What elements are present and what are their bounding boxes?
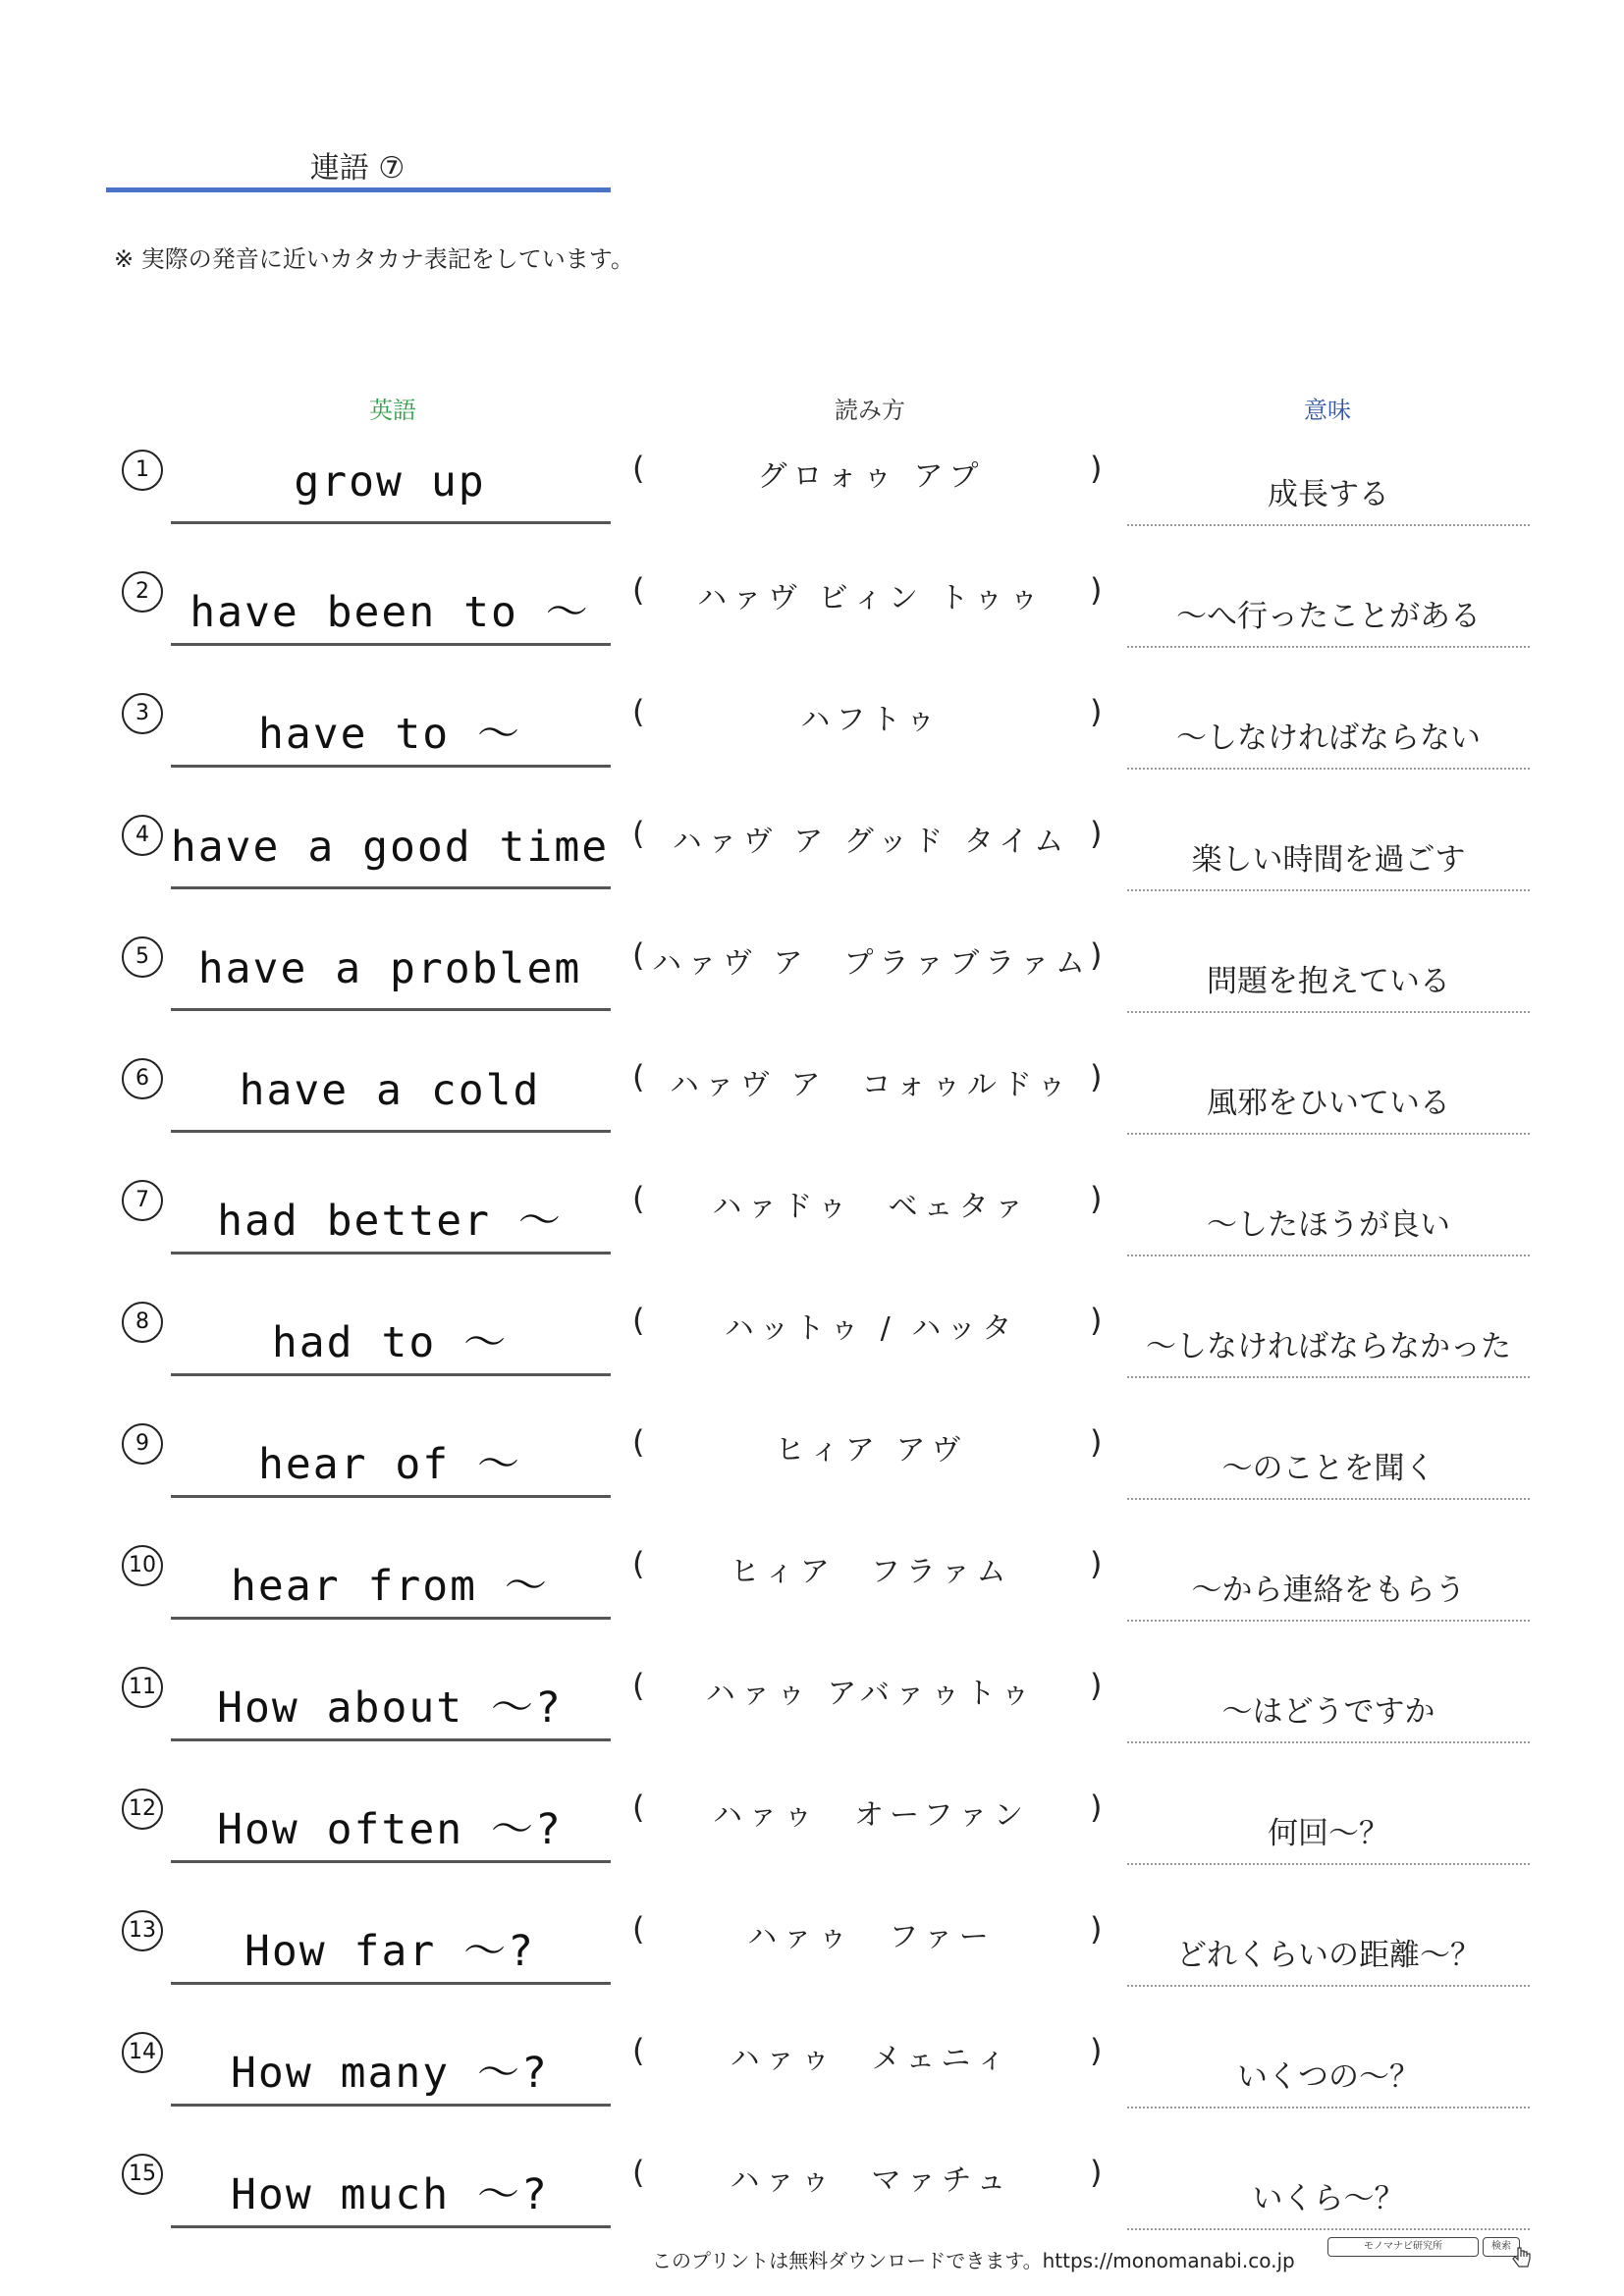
- katakana-reading: ハァヴ ア コォゥルドゥ: [669, 1068, 1073, 1102]
- close-paren: ): [1090, 571, 1103, 609]
- english-phrase: had to ～: [271, 1318, 509, 1367]
- open-paren: (: [632, 1667, 645, 1704]
- japanese-meaning: 風邪をひいている: [1207, 1086, 1450, 1121]
- meaning-underline: [1127, 1133, 1530, 1135]
- katakana-reading: ヒィア フラァム: [730, 1555, 1012, 1589]
- column-header-reading: 読み方: [835, 397, 905, 424]
- katakana-reading: ヒィア アヴ: [775, 1433, 967, 1468]
- open-paren: (: [632, 571, 645, 609]
- katakana-reading: ハァゥ マァチュ: [730, 2163, 1012, 2198]
- close-paren: ): [1090, 2154, 1103, 2191]
- english-phrase: had better ～: [217, 1197, 563, 1246]
- katakana-reading: ハァゥ オーファン: [713, 1798, 1029, 1833]
- close-paren: ): [1090, 693, 1103, 730]
- close-paren: ): [1090, 1789, 1103, 1826]
- site-logo[interactable]: モノマナビ研究所: [1327, 2237, 1479, 2257]
- item-number: 5: [122, 936, 163, 978]
- english-underline: [171, 2104, 611, 2107]
- english-phrase: have a problem: [197, 944, 582, 993]
- item-number: 1: [122, 450, 163, 491]
- item-number: 6: [122, 1058, 163, 1099]
- meaning-underline: [1127, 1011, 1530, 1013]
- hand-cursor-icon: [1512, 2246, 1532, 2269]
- close-paren: ): [1090, 1058, 1103, 1095]
- close-paren: ): [1090, 1667, 1103, 1704]
- japanese-meaning: 成長する: [1268, 477, 1389, 512]
- japanese-meaning: ～から連絡をもらう: [1191, 1573, 1466, 1608]
- japanese-meaning: ～したほうが良い: [1207, 1207, 1450, 1243]
- english-underline: [171, 1373, 611, 1376]
- meaning-underline: [1127, 1498, 1530, 1500]
- item-number: 12: [122, 1789, 163, 1830]
- english-underline: [171, 1130, 611, 1133]
- english-phrase: have a cold: [239, 1066, 541, 1115]
- vocab-row: [0, 1657, 1624, 1779]
- close-paren: ): [1090, 450, 1103, 487]
- english-phrase: hear from ～: [231, 1562, 549, 1611]
- english-underline: [171, 2225, 611, 2228]
- meaning-underline: [1127, 1255, 1530, 1256]
- meaning-underline: [1127, 2107, 1530, 2109]
- meaning-underline: [1127, 2228, 1530, 2230]
- english-underline: [171, 1495, 611, 1498]
- vocab-row: [0, 440, 1624, 561]
- english-underline: [171, 1617, 611, 1620]
- katakana-reading: ハァゥ ファー: [747, 1920, 995, 1954]
- english-underline: [171, 1982, 611, 1985]
- title-underline: [106, 187, 611, 192]
- japanese-meaning: ～のことを聞く: [1221, 1451, 1435, 1486]
- item-number: 14: [122, 2032, 163, 2073]
- katakana-reading: ハットゥ / ハッタ: [724, 1311, 1018, 1346]
- english-underline: [171, 1738, 611, 1741]
- search-button[interactable]: 検索: [1483, 2237, 1520, 2257]
- item-number: 10: [122, 1545, 163, 1586]
- column-header-meaning: 意味: [1304, 397, 1351, 424]
- open-paren: (: [632, 1180, 645, 1217]
- katakana-reading: ハァヴ ビィン トゥゥ: [697, 581, 1045, 615]
- japanese-meaning: 何回～？: [1268, 1816, 1389, 1851]
- vocab-row: [0, 927, 1624, 1048]
- item-number: 4: [122, 815, 163, 856]
- open-paren: (: [632, 450, 645, 487]
- vocab-row: [0, 1170, 1624, 1292]
- english-phrase: How about ～?: [217, 1683, 563, 1733]
- meaning-underline: [1127, 1620, 1530, 1622]
- vocab-row: [0, 561, 1624, 683]
- open-paren: (: [632, 1423, 645, 1461]
- close-paren: ): [1090, 1302, 1103, 1339]
- japanese-meaning: ～はどうですか: [1221, 1694, 1435, 1730]
- footer-text: このプリントは無料ダウンロードできます。https://monomanabi.co.jp: [652, 2249, 1295, 2272]
- item-number: 11: [122, 1667, 163, 1708]
- japanese-meaning: 問題を抱えている: [1207, 964, 1450, 999]
- meaning-underline: [1127, 524, 1530, 526]
- english-phrase: How many ～?: [231, 2049, 549, 2098]
- meaning-underline: [1127, 646, 1530, 648]
- page-title: 連語 ⑦: [309, 151, 406, 186]
- item-number: 2: [122, 571, 163, 613]
- open-paren: (: [632, 1789, 645, 1826]
- english-phrase: grow up: [294, 457, 486, 507]
- english-underline: [171, 521, 611, 524]
- close-paren: ): [1090, 2032, 1103, 2069]
- item-number: 9: [122, 1423, 163, 1465]
- english-phrase: have a good time: [170, 823, 610, 872]
- close-paren: ): [1090, 1423, 1103, 1461]
- katakana-reading: ハァヴ ア プラァブラァム: [652, 946, 1091, 981]
- meaning-underline: [1127, 768, 1530, 770]
- english-phrase: hear of ～: [257, 1440, 522, 1489]
- open-paren: (: [632, 1910, 645, 1948]
- meaning-underline: [1127, 1741, 1530, 1743]
- item-number: 8: [122, 1302, 163, 1343]
- english-underline: [171, 886, 611, 889]
- katakana-reading: グロォゥ アプ: [757, 459, 985, 494]
- vocab-row: [0, 1779, 1624, 1900]
- meaning-underline: [1127, 1863, 1530, 1865]
- english-phrase: How far ～?: [244, 1927, 535, 1976]
- vocab-row: [0, 1292, 1624, 1414]
- item-number: 13: [122, 1910, 163, 1951]
- open-paren: (: [632, 1302, 645, 1339]
- japanese-meaning: 楽しい時間を過ごす: [1191, 842, 1466, 878]
- vocab-row: [0, 683, 1624, 805]
- item-number: 7: [122, 1180, 163, 1221]
- open-paren: (: [632, 693, 645, 730]
- item-number: 3: [122, 693, 163, 734]
- vocab-row: [0, 1414, 1624, 1535]
- english-underline: [171, 1252, 611, 1255]
- katakana-reading: ハァゥ メェニィ: [730, 2042, 1012, 2076]
- japanese-meaning: ～しなければならなかった: [1146, 1329, 1511, 1364]
- meaning-underline: [1127, 1985, 1530, 1987]
- meaning-underline: [1127, 889, 1530, 891]
- vocab-row: [0, 1048, 1624, 1170]
- column-header-english: 英語: [369, 397, 416, 424]
- open-paren: (: [632, 1058, 645, 1095]
- english-underline: [171, 643, 611, 646]
- katakana-reading: ハァドゥ ベェタァ: [712, 1190, 1030, 1224]
- english-phrase: have to ～: [257, 710, 522, 759]
- english-phrase: How often ～?: [217, 1805, 563, 1854]
- japanese-meaning: ～へ行ったことがある: [1176, 599, 1481, 634]
- katakana-reading: ハァゥ アバァゥトゥ: [705, 1677, 1037, 1711]
- katakana-reading: ハァヴ ア グッド タイム: [672, 825, 1070, 859]
- japanese-meaning: ～しなければならない: [1176, 721, 1481, 756]
- vocab-row: [0, 2022, 1624, 2144]
- vocab-row: [0, 1535, 1624, 1657]
- open-paren: (: [632, 936, 645, 974]
- japanese-meaning: いくら～？: [1252, 2181, 1405, 2216]
- open-paren: (: [632, 2154, 645, 2191]
- english-underline: [171, 1860, 611, 1863]
- open-paren: (: [632, 2032, 645, 2069]
- katakana-note: ※ 実際の発音に近いカタカナ表記をしています。: [114, 245, 634, 273]
- meaning-underline: [1127, 1376, 1530, 1378]
- english-underline: [171, 765, 611, 768]
- close-paren: ): [1090, 1545, 1103, 1582]
- close-paren: ): [1090, 1180, 1103, 1217]
- close-paren: ): [1090, 1910, 1103, 1948]
- vocab-row: [0, 1900, 1624, 2022]
- open-paren: (: [632, 815, 645, 852]
- close-paren: ): [1090, 936, 1103, 974]
- item-number: 15: [122, 2154, 163, 2195]
- vocab-row: [0, 805, 1624, 927]
- katakana-reading: ハフトゥ: [800, 703, 942, 737]
- japanese-meaning: いくつの～？: [1237, 2059, 1420, 2095]
- english-underline: [171, 1008, 611, 1011]
- open-paren: (: [632, 1545, 645, 1582]
- english-phrase: How much ～?: [231, 2170, 549, 2219]
- close-paren: ): [1090, 815, 1103, 852]
- japanese-meaning: どれくらいの距離～？: [1176, 1938, 1481, 1973]
- english-phrase: have been to ～: [189, 588, 590, 637]
